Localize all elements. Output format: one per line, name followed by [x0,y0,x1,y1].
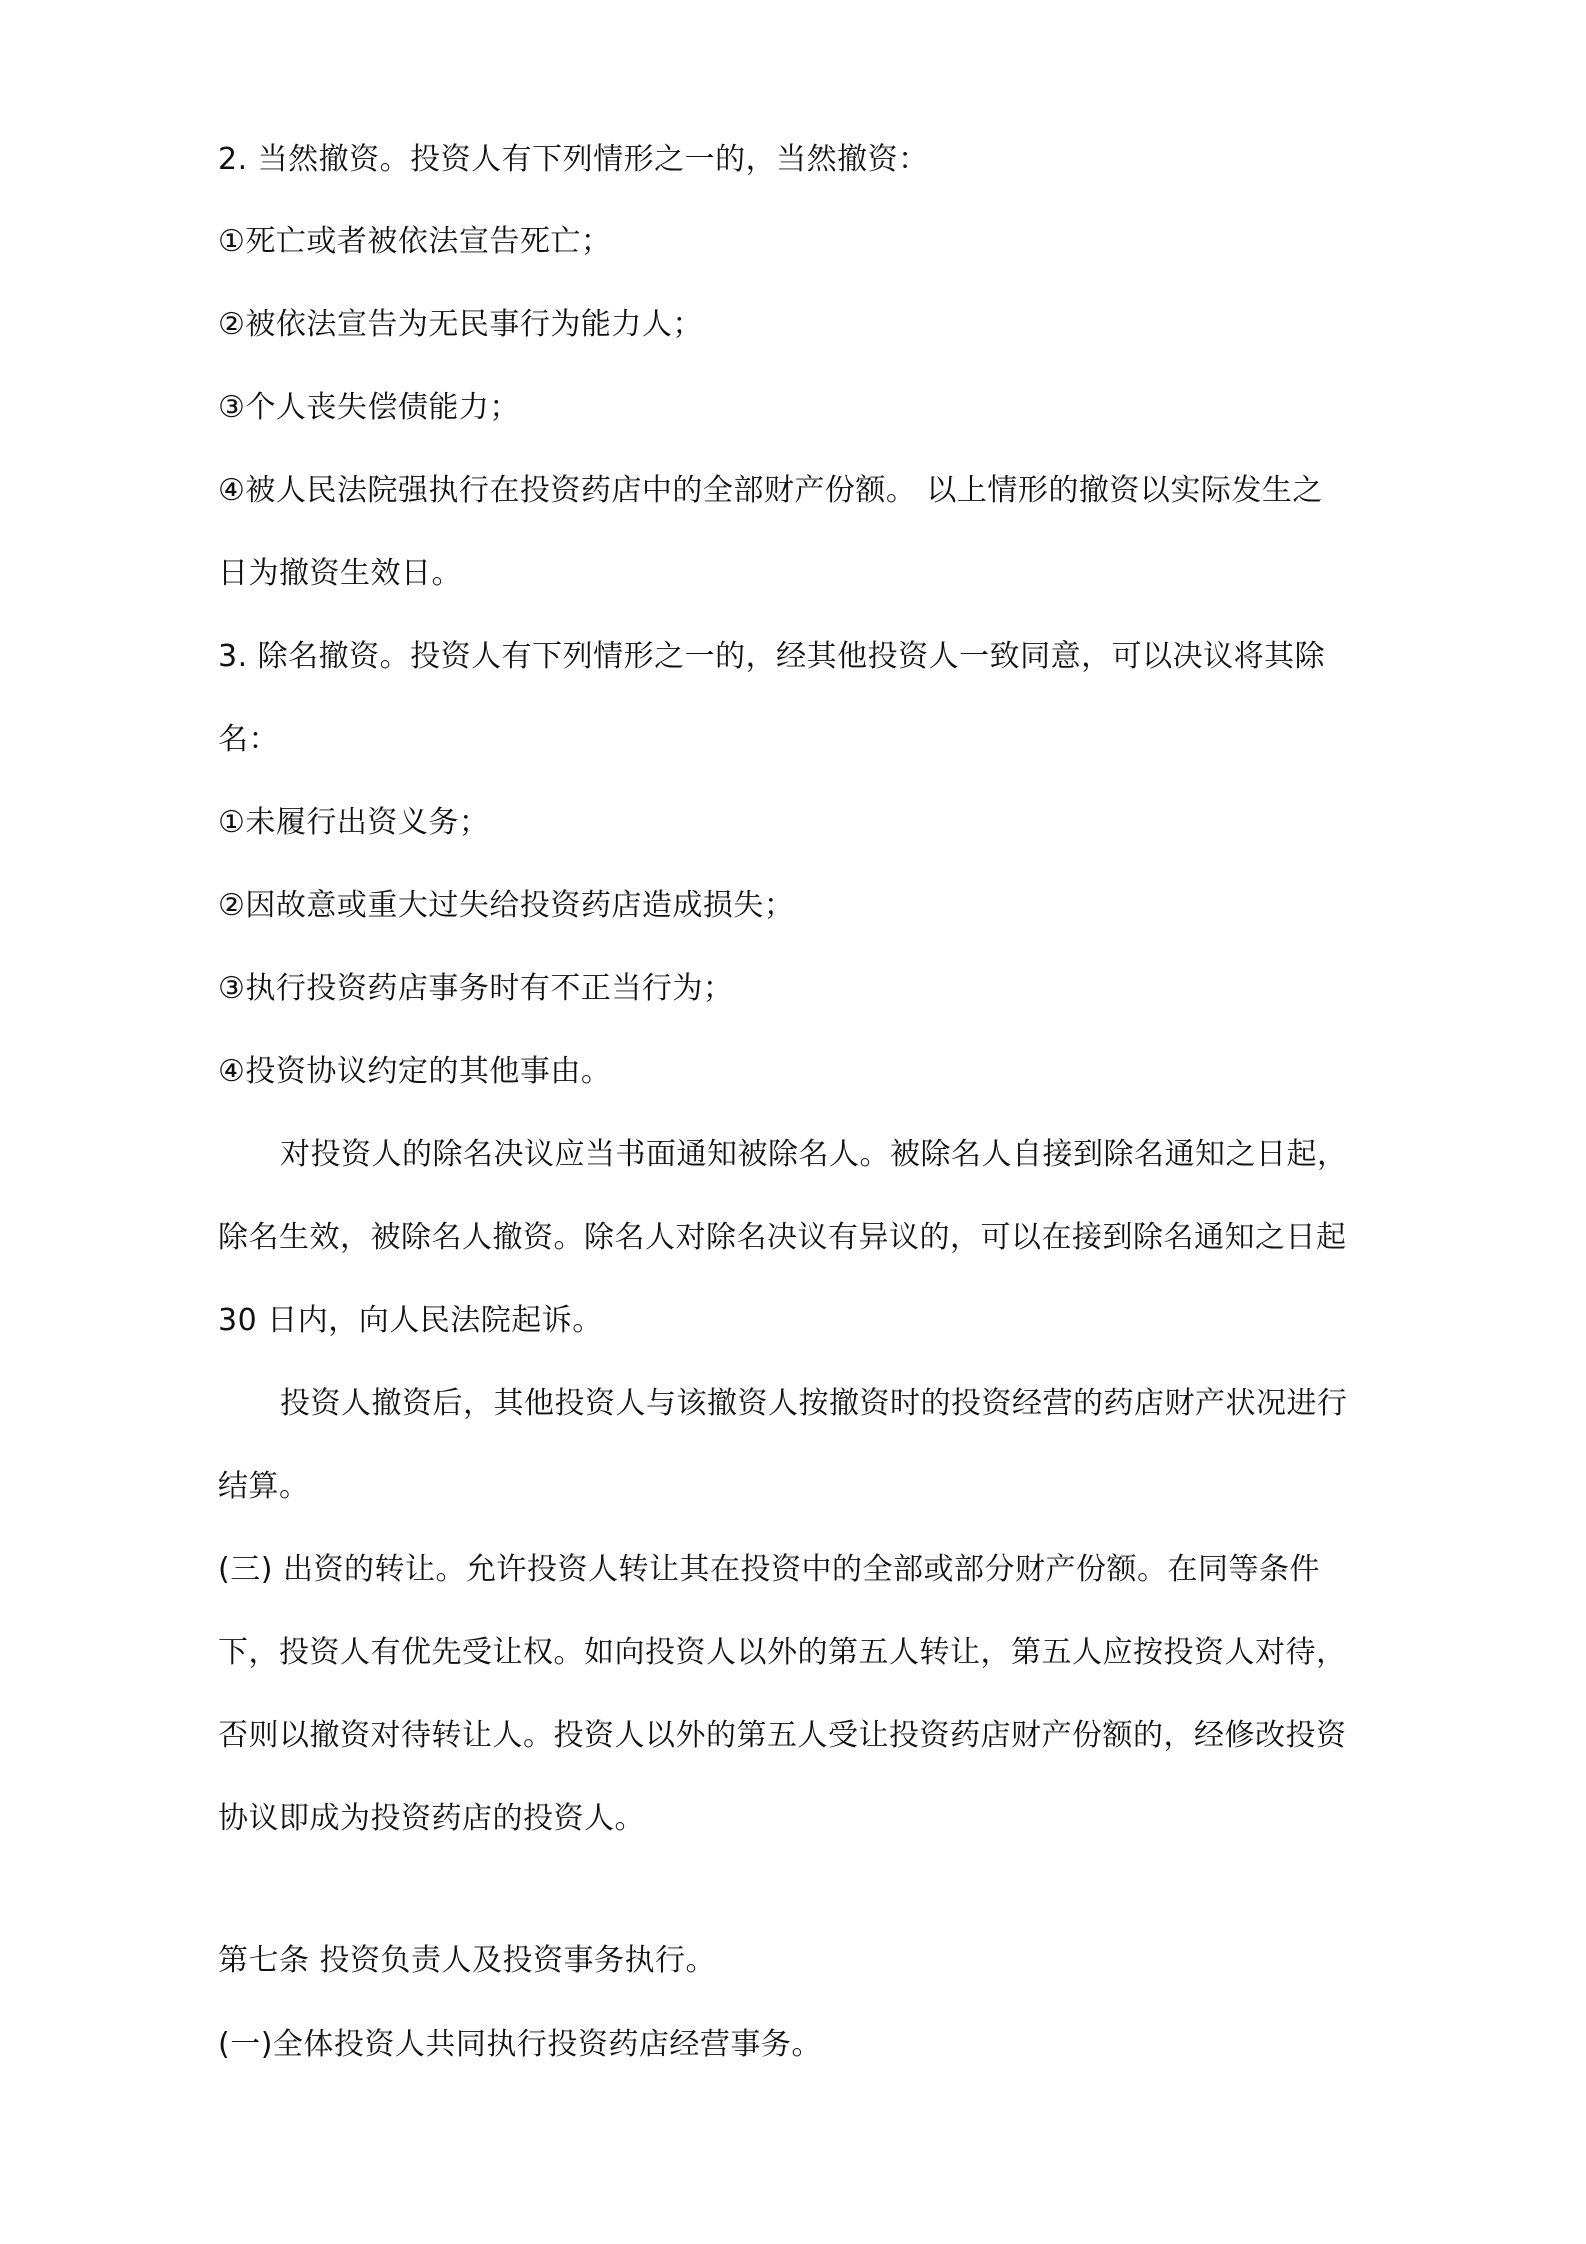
clause-2-item-4: ④被人民法院强执行在投资药店中的全部财产份额。 以上情形的撤资以实际发生之 [218,473,1323,508]
clause-2-item-3: ③个人丧失偿债能力； [218,390,520,425]
removal-notice-paragraph-line-2: 除名生效，被除名人撤资。除名人对除名决议有异议的，可以在接到除名通知之日起 [218,1220,1347,1255]
settlement-paragraph-line-2: 结算。 [218,1469,310,1504]
removal-notice-paragraph-line-1: 对投资人的除名决议应当书面通知被除名人。被除名人自接到除名通知之日起， [280,1137,1348,1172]
clause-2-item-2: ②被依法宣告为无民事行为能力人； [218,307,703,342]
transfer-clause-line-1: (三) 出资的转让。允许投资人转让其在投资中的全部或部分财产份额。在同等条件 [218,1552,1320,1587]
transfer-clause-line-2: 下，投资人有优先受让权。如向投资人以外的第五人转让，第五人应按投资人对待， [218,1635,1347,1670]
clause-3-item-3: ③执行投资药店事务时有不正当行为； [218,971,734,1006]
settlement-paragraph-line-1: 投资人撤资后，其他投资人与该撤资人按撤资时的投资经营的药店财产状况进行 [280,1386,1348,1421]
clause-2-heading: 2. 当然撤资。投资人有下列情形之一的，当然撤资： [218,142,929,177]
clause-3-item-1: ①未履行出资义务； [218,805,490,840]
clause-3-item-4: ④投资协议约定的其他事由。 [218,1054,612,1089]
article-7-item-1: (一)全体投资人共同执行投资药店经营事务。 [218,2027,822,2062]
transfer-clause-line-4: 协议即成为投资药店的投资人。 [218,1801,645,1836]
transfer-clause-line-3: 否则以撤资对待转让人。投资人以外的第五人受让投资药店财产份额的，经修改投资 [218,1718,1347,1753]
clause-3-heading-continued: 名： [218,722,279,757]
article-7-heading: 第七条 投资负责人及投资事务执行。 [218,1943,717,1978]
clause-3-item-2: ②因故意或重大过失给投资药店造成损失； [218,888,795,923]
clause-3-heading: 3. 除名撤资。投资人有下列情形之一的，经其他投资人一致同意，可以决议将其除 [218,639,1326,674]
removal-notice-paragraph-line-3: 30 日内，向人民法院起诉。 [218,1303,603,1338]
clause-2-effective-date: 日为撤资生效日。 [218,556,462,591]
clause-2-item-1: ①死亡或者被依法宣告死亡； [218,224,612,259]
